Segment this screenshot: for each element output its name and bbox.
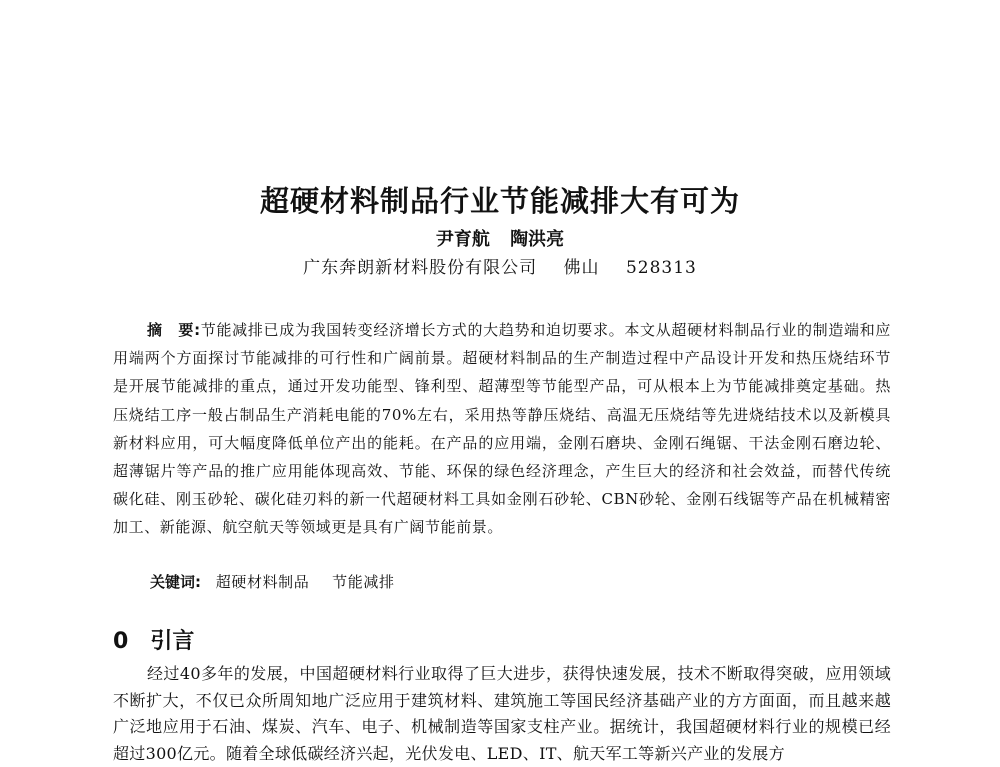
keywords-label: 关键词: [150,573,201,591]
affiliation-postcode: 528313 [625,258,697,278]
paper-title: 超硬材料制品行业节能减排大有可为 [259,184,740,218]
section-heading [113,627,194,657]
affiliation [0,256,1000,280]
keywords [150,570,413,594]
author-name: 陶洪亮 [510,229,565,250]
affiliation-name: 广东奔朗新材料股份有限公司 [303,258,538,278]
abstract [113,316,891,542]
keyword: 节能减排 [332,573,395,591]
author-name: 尹育航 [435,229,490,250]
body-paragraph: 经过40多年的发展，中国超硬材料行业取得了巨大进步，获得快速发展，技术不断取得突破，应用领域不断扩大，不仅已众所周知地广泛应用于建筑材料、建筑施工等国民经济基础产业的方方面面，而且越来越广泛地应用于石油、煤炭、汽车、电子、机械制造等国家支柱产业。据统计，我国超硬材料行业的规模已经超过300亿元。随着全球低碳经济兴起，光伏发电、LED、IT、航天军工等新兴产业的发展方 [113,664,891,763]
keyword: 超硬材料制品 [215,573,310,591]
section-number: 0 [113,629,129,654]
abstract-text: 节能减排已成为我国转变经济增长方式的大趋势和迫切要求。本文从超硬材料制品行业的制造端和应用端两个方面探讨节能减排的可行性和广阔前景。超硬材料制品的生产制造过程中产品设计开发和热压烧结环节是开展节能减排的重点，通过开发功能型、锋利型、超薄型等节能型产品，可从根本上为节能减排奠定基础。热压烧结工序一般占制品生产消耗电能的70%左右，采用热等静压烧结、高温无压烧结等先进烧结技术以及新模具新材料应用，可大幅度降低单位产出的能耗。在产品的应用端，金刚石磨块、金刚石绳锯、干法金刚石磨边轮、超薄锯片等产品的推广应用能体现高效、节能、环保的绿色经济理念，产生巨大的经济和社会效益，而替代传统碳化硅、刚玉砂轮、碳化硅刃料的新一代超硬材料工具如金刚石砂轮、CBN砂轮、金刚石线锯等产品在机械精密加工、新能源、航空航天等领域更是具有广阔节能前景。 [113,321,891,537]
section-title: 引言 [150,629,195,654]
author-list [0,228,1000,252]
abstract-label: 摘 要: [147,321,201,339]
affiliation-city: 佛山 [563,258,600,278]
